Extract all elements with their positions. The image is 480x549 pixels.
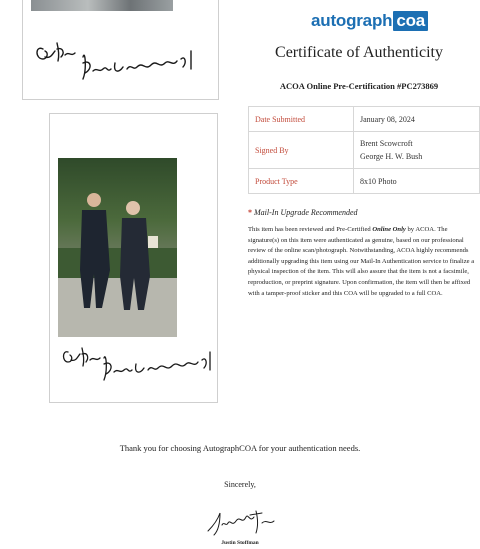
certificate-number: ACOA Online Pre-Certification #PC273869 [279,81,439,91]
signed-photo-image [58,158,177,337]
photo-thumbnail-main[interactable] [49,113,218,403]
mail-in-text-2: by ACOA. The signature(s) on this item were authenticated as genuine, based on our professional review of the online scan/photograph. Notwithstanding, ACOA highly recommends additionally upgrading this item using our Mail-In Authentication service to finalize a physical inspection of the item. This will also assure that the item is not a facsimile, reproduction, or preprint signature. Upon confirmation, the item will then be affixed with a tamper-proof sticker and this COA will be upgraded to a full COA. [248,226,475,297]
required-star: * [248,208,252,217]
signer-name: Justin Stoffman [221,540,259,546]
row-value-product-type: 8x10 Photo [354,169,480,194]
signer-1: Brent Scowcroft [360,139,413,148]
row-value-date: January 08, 2024 [354,107,480,132]
photo-image-crop [31,0,173,11]
mail-in-heading-italic: Mail-In Upgrade [254,208,309,217]
authenticator-signature [200,505,280,539]
table-row [249,107,480,132]
table-row [249,169,480,194]
certificate-details-table [248,106,480,194]
thank-you-message: Thank you for choosing AutographCOA for your authentication needs. [119,443,361,453]
handwritten-signature-image [200,505,280,539]
row-label-signed-by: Signed By [249,132,354,169]
mail-in-description [248,225,480,299]
photo-thumbnail-top[interactable] [22,0,219,100]
autograph-signatures-main [58,342,218,392]
autograph-signatures [31,29,216,89]
brand-name: autograph [311,11,393,30]
row-label-date: Date Submitted [249,107,354,132]
mail-in-heading [248,208,358,217]
brand-coa-badge: coa [393,11,428,31]
photo-figures [58,158,177,337]
row-label-product-type: Product Type [249,169,354,194]
brand-logo [311,11,428,31]
signer-2: George H. W. Bush [360,152,423,161]
row-value-signed-by [354,132,480,169]
certificate-title: Certificate of Authenticity [275,44,443,61]
online-only-emphasis: Online Only [372,226,406,233]
closing: Sincerely, [224,480,256,489]
mail-in-text-1: This item has been reviewed and Pre-Certified [248,226,373,233]
table-row [249,132,480,169]
mail-in-heading-rest: Recommended [310,208,358,217]
